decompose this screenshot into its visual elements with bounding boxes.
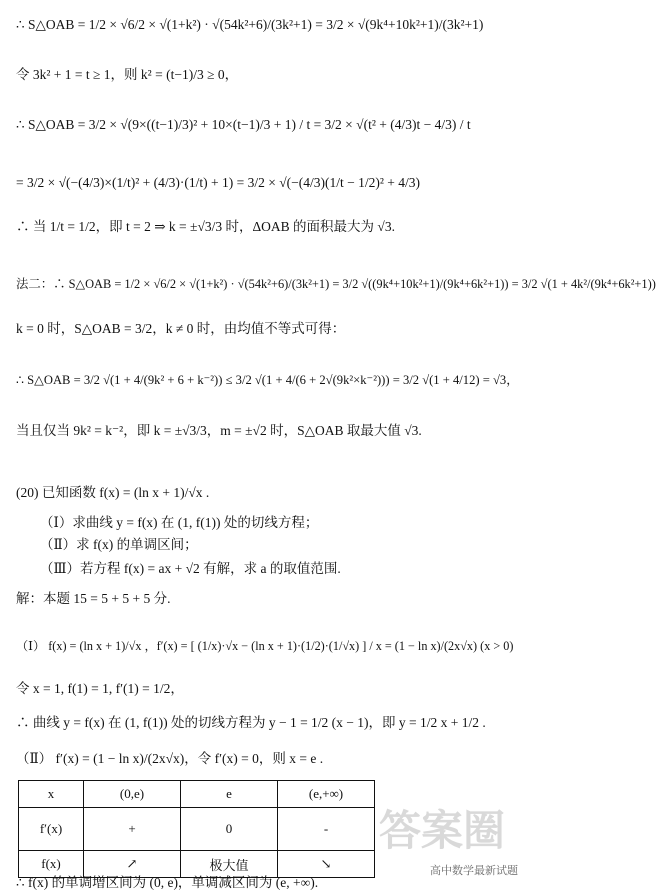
- table-row: [19, 781, 375, 808]
- line-1: ∴ S△OAB = 1/2 × √6/2 × √(1+k²) · √(54k²+6)/(3k²+1) = 3/2 × √(9k⁴+10k²+1)/(3k²+1): [16, 17, 484, 32]
- table-header-cell: e: [181, 781, 278, 808]
- line-5: ∴ 当 1/t = 1/2，即 t = 2 ⇒ k = ±√3/3 时，ΔOAB 的面积最大为 √3.: [16, 219, 395, 234]
- table-cell: -: [278, 808, 375, 851]
- line-12: （Ⅱ）求 f(x) 的单调区间；: [40, 537, 198, 552]
- line-11: （Ⅰ）求曲线 y = f(x) 在 (1, f(1)) 处的切线方程；: [40, 515, 319, 530]
- line-2: 令 3k² + 1 = t ≥ 1，则 k² = (t−1)/3 ≥ 0，: [16, 67, 239, 82]
- table-cell: ↘: [278, 851, 375, 878]
- table-header-cell: (0,e): [84, 781, 181, 808]
- table-cell: f(x): [19, 851, 84, 878]
- table-cell: ↗: [84, 851, 181, 878]
- line-6: 法二：∴ S△OAB = 1/2 × √6/2 × √(1+k²) · √(54k²+6)/(3k²+1) = 3/2 √((9k⁴+10k²+1)/(9k⁴+6k²+1)) = 3/2 √(1 + 4k²/(9k⁴+6k²+1)): [16, 277, 656, 291]
- line-14: 解：本题 15 = 5 + 5 + 5 分.: [16, 591, 171, 606]
- table-cell: +: [84, 808, 181, 851]
- table-header-cell: x: [19, 781, 84, 808]
- monotonicity-table: [18, 780, 375, 878]
- line-3: ∴ S△OAB = 3/2 × √(9×((t−1)/3)² + 10×(t−1)/3 + 1) / t = 3/2 × √(t² + (4/3)t − 4/3) / t: [16, 117, 471, 132]
- line-7: k = 0 时，S△OAB = 3/2，k ≠ 0 时，由均值不等式可得：: [16, 321, 346, 336]
- table-cell: 极大值: [181, 851, 278, 878]
- line-9: 当且仅当 9k² = k⁻²，即 k = ±√3/3，m = ±√2 时，S△OAB 取最大值 √3.: [16, 423, 422, 438]
- table-cell: f′(x): [19, 808, 84, 851]
- watermark-logo: 答案圈: [378, 806, 505, 855]
- line-15: （Ⅰ） f(x) = (ln x + 1)/√x ，f′(x) = [ (1/x)·√x − (ln x + 1)·(1/2)·(1/√x) ] / x = (1 − ln x)/(2x√x) (x > 0): [16, 639, 514, 653]
- line-19: ∴ f(x) 的单调增区间为 (0, e)，单调减区间为 (e, +∞).: [16, 875, 319, 890]
- line-13: （Ⅲ）若方程 f(x) = ax + √2 有解，求 a 的取值范围.: [40, 561, 341, 576]
- line-4: = 3/2 × √(−(4/3)×(1/t)² + (4/3)·(1/t) + 1) = 3/2 × √(−(4/3)(1/t − 1/2)² + 4/3): [16, 175, 420, 190]
- table-header-cell: (e,+∞): [278, 781, 375, 808]
- watermark-caption: 高中数学最新试题: [430, 864, 518, 877]
- line-10: (20) 已知函数 f(x) = (ln x + 1)/√x .: [16, 485, 210, 500]
- line-18: （Ⅱ） f′(x) = (1 − ln x)/(2x√x)，令 f′(x) = 0，则 x = e .: [16, 751, 324, 766]
- line-17: ∴ 曲线 y = f(x) 在 (1, f(1)) 处的切线方程为 y − 1 = 1/2 (x − 1)，即 y = 1/2 x + 1/2 .: [16, 715, 486, 730]
- table-row: [19, 808, 375, 851]
- table-cell: 0: [181, 808, 278, 851]
- line-8: ∴ S△OAB = 3/2 √(1 + 4/(9k² + 6 + k⁻²)) ≤ 3/2 √(1 + 4/(6 + 2√(9k²×k⁻²))) = 3/2 √(1 + 4/12) = √3，: [16, 373, 519, 387]
- line-16: 令 x = 1, f(1) = 1, f′(1) = 1/2，: [16, 681, 184, 696]
- table-row: [19, 851, 375, 878]
